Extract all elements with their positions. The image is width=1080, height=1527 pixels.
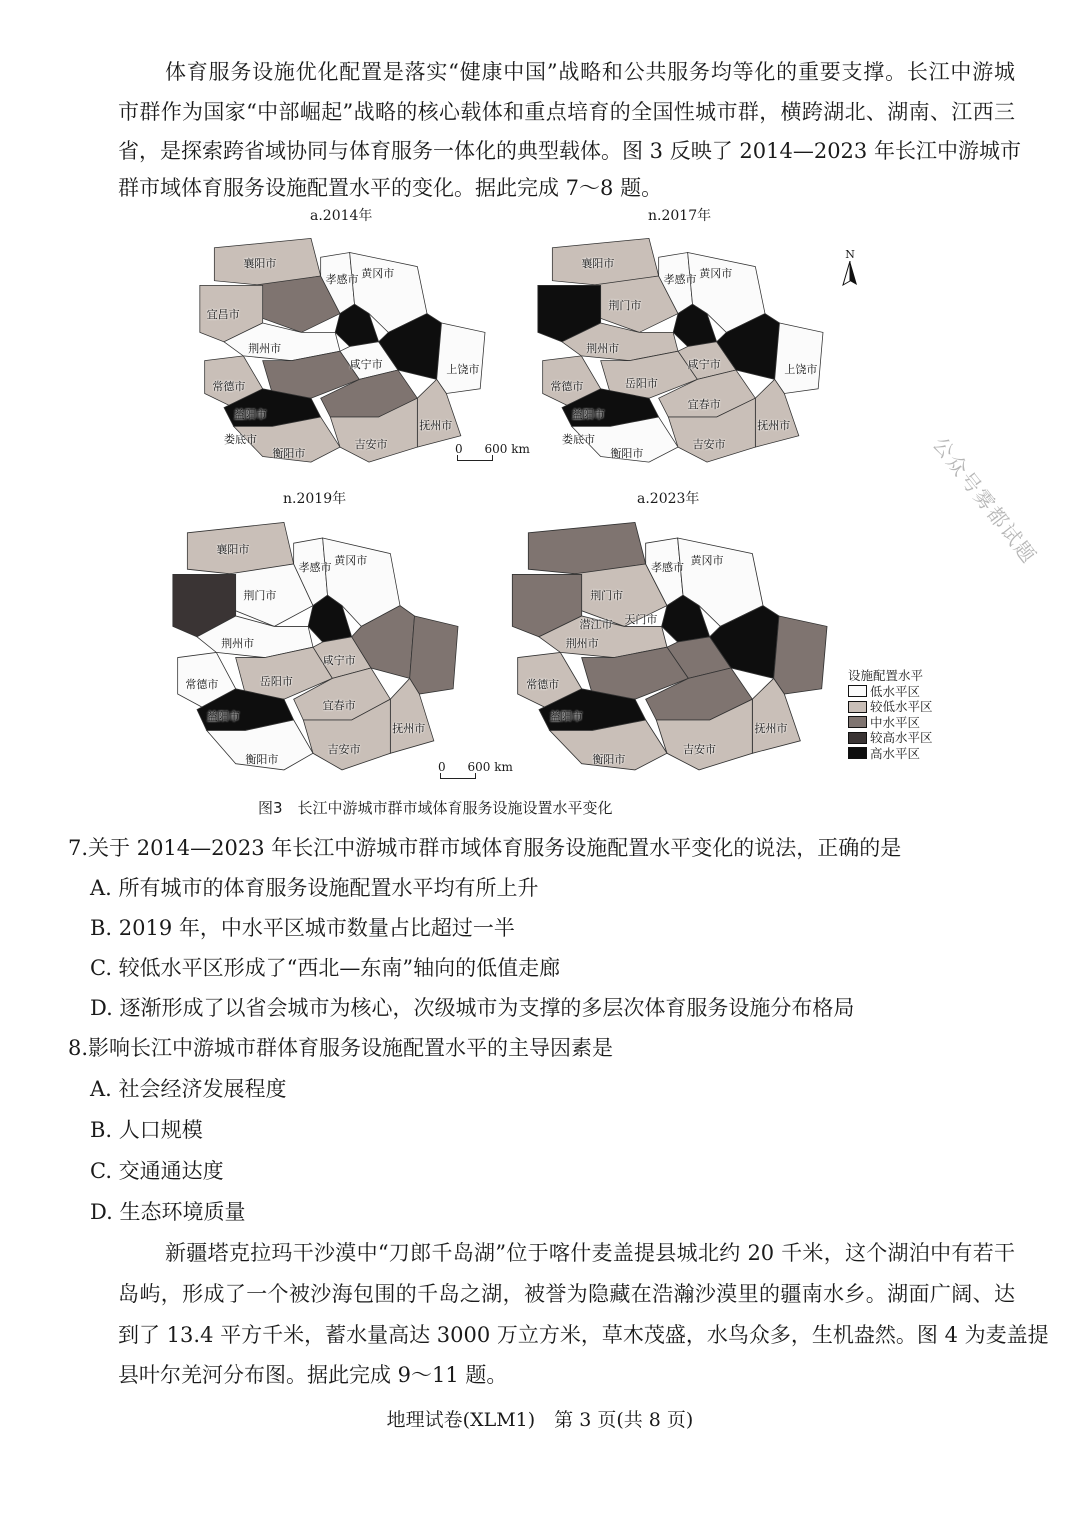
city-label: 吉安市 [327, 742, 361, 756]
passage-line: 县叶尔羌河分布图。据此完成 9～11 题。 [118, 1363, 508, 1387]
legend-title: 设施配置水平 [848, 668, 924, 683]
city-label: 常德市 [185, 678, 219, 692]
city-label: 孝感市 [663, 273, 697, 287]
legend-swatch [848, 701, 867, 713]
city-label: 襄阳市 [581, 257, 615, 271]
scale-bar-2014 [455, 442, 530, 456]
map-title: n.2019年 [283, 491, 347, 507]
city-label: 常德市 [550, 379, 584, 393]
city-label: 衡阳市 [245, 753, 279, 767]
legend [848, 668, 933, 761]
city-label: 咸宁市 [687, 357, 721, 371]
city-label: 衡阳市 [592, 753, 626, 767]
legend-label: 低水平区 [870, 683, 921, 699]
city-label: 宜春市 [322, 699, 356, 713]
city-label: 岳阳市 [259, 675, 293, 689]
scale-bar-2019 [438, 760, 513, 774]
scale-zero: 0 [455, 442, 463, 456]
city-label: 孝感市 [298, 560, 332, 574]
option-a: A. 社会经济发展程度 [90, 1077, 287, 1101]
city-label: 黄冈市 [361, 266, 395, 280]
city-label: 荆州市 [248, 341, 282, 355]
city-label: 衡阳市 [272, 447, 306, 461]
city-label: 荆门市 [243, 588, 277, 602]
option-d: D. 逐渐形成了以省会城市为核心，次级城市为支撑的多层次体育服务设施分布格局 [90, 996, 855, 1020]
city-label: 岳阳市 [624, 376, 658, 390]
map-title: a.2023年 [637, 491, 700, 507]
north-arrow-icon [842, 261, 858, 287]
passage-line: 到了 13.4 平方千米，蓄水量高达 3000 万立方米，草木茂盛，水鸟众多，生机盎然。图 4 为麦盖提 [118, 1323, 1049, 1347]
legend-item [848, 684, 933, 700]
city-label: 抚州市 [754, 722, 788, 735]
city-label: 天门市 [624, 612, 658, 626]
city-label: 潜江市 [579, 618, 613, 631]
scale-line [440, 773, 476, 779]
intro-line: 群市域体育服务设施配置水平的变化。据此完成 7～8 题。 [118, 176, 663, 200]
city-label: 常德市 [526, 678, 560, 692]
scale-value: 600 km [484, 442, 530, 456]
map-region [410, 616, 458, 694]
city-label: 上饶市 [446, 362, 480, 376]
legend-item [848, 699, 933, 715]
intro-line: 市群作为国家“中部崛起”战略的核心载体和重点培育的全国性城市群，横跨湖北、湖南、江西三 [118, 100, 1015, 124]
legend-item [848, 730, 933, 746]
city-label: 黄冈市 [699, 266, 733, 280]
city-label: 娄底市 [224, 433, 257, 447]
option-b: B. 2019 年，中水平区城市数量占比超过一半 [90, 916, 515, 940]
city-label: 益阳市 [206, 709, 240, 723]
city-label: 襄阳市 [243, 257, 277, 271]
city-label: 咸宁市 [322, 654, 356, 668]
city-label: 益阳市 [233, 407, 267, 421]
city-label: 孝感市 [651, 560, 684, 574]
option-b: B. 人口规模 [90, 1118, 203, 1142]
legend-label: 中水平区 [870, 714, 921, 730]
legend-label: 较高水平区 [870, 730, 933, 745]
scale-value: 600 km [467, 760, 513, 774]
legend-label: 较低水平区 [870, 699, 933, 714]
map-region [437, 323, 485, 394]
city-label: 襄阳市 [216, 543, 250, 557]
option-c: C. 交通通达度 [90, 1159, 224, 1183]
option-d: D. 生态环境质量 [90, 1200, 246, 1224]
page-footer: 地理试卷(XLM1) 第 3 页(共 8 页) [386, 1409, 694, 1431]
north-label: N [845, 248, 855, 261]
map-2014 [190, 205, 490, 470]
legend-label: 高水平区 [870, 745, 921, 761]
scale-line [457, 455, 493, 461]
city-label: 宜春市 [687, 398, 721, 412]
watermark: 公众号雾都试题 [927, 432, 1042, 569]
legend-swatch [848, 685, 867, 697]
intro-line: 体育服务设施优化配置是落实“健康中国”战略和公共服务均等化的重要支撑。长江中游城 [165, 60, 1015, 84]
map-region [775, 323, 823, 394]
map-2019 [163, 488, 463, 778]
city-label: 咸宁市 [349, 357, 383, 371]
map-2023 [502, 488, 832, 778]
city-label: 荆州市 [565, 636, 599, 650]
map-region [774, 616, 827, 694]
city-label: 抚州市 [757, 419, 791, 432]
city-label: 娄底市 [562, 433, 595, 447]
city-label: 吉安市 [354, 437, 388, 451]
legend-item [848, 746, 933, 762]
city-label: 吉安市 [683, 742, 716, 756]
city-label: 益阳市 [571, 407, 605, 421]
city-label: 孝感市 [325, 273, 359, 287]
question-stem: 8.影响长江中游城市群体育服务设施配置水平的主导因素是 [68, 1036, 614, 1060]
city-label: 益阳市 [549, 709, 583, 723]
option-a: A. 所有城市的体育服务设施配置水平均有所上升 [90, 876, 539, 900]
scale-zero: 0 [438, 760, 446, 774]
city-label: 荆州市 [586, 341, 620, 355]
city-label: 黄冈市 [334, 553, 368, 567]
city-label: 荆门市 [590, 588, 624, 602]
question-stem: 7.关于 2014—2023 年长江中游城市群市域体育服务设施配置水平变化的说法，正确的是 [68, 836, 902, 860]
city-label: 抚州市 [392, 722, 426, 735]
city-label: 吉安市 [692, 437, 726, 451]
passage-line: 岛屿，形成了一个被沙海包围的千岛之湖，被誉为隐藏在浩瀚沙漠里的疆南水乡。湖面广阔、达 [118, 1282, 1015, 1306]
city-label: 上饶市 [784, 362, 818, 376]
legend-swatch [848, 747, 867, 759]
legend-swatch [848, 716, 867, 728]
city-label: 荆州市 [221, 636, 255, 650]
legend-item [848, 715, 933, 731]
city-label: 衡阳市 [610, 447, 644, 461]
map-title: a.2014年 [310, 208, 373, 224]
north-arrow [842, 248, 858, 291]
option-c: C. 较低水平区形成了“西北—东南”轴向的低值走廊 [90, 956, 561, 980]
city-label: 抚州市 [419, 419, 453, 432]
city-label: 宜昌市 [206, 308, 240, 322]
city-label: 常德市 [212, 379, 246, 393]
intro-line: 省，是探索跨省域协同与体育服务一体化的典型载体。图 3 反映了 2014—2023 年长江中游城市 [118, 139, 1021, 163]
city-label: 荆门市 [608, 298, 642, 312]
passage-line: 新疆塔克拉玛干沙漠中“刀郎千岛湖”位于喀什麦盖提县城北约 20 千米，这个湖泊中有若干 [165, 1241, 1015, 1265]
legend-swatch [848, 732, 867, 744]
city-label: 黄冈市 [690, 553, 724, 567]
figure-caption: 图3 长江中游城市群市域体育服务设施设置水平变化 [258, 799, 613, 817]
map-2017 [528, 205, 828, 470]
map-title: n.2017年 [648, 208, 712, 224]
